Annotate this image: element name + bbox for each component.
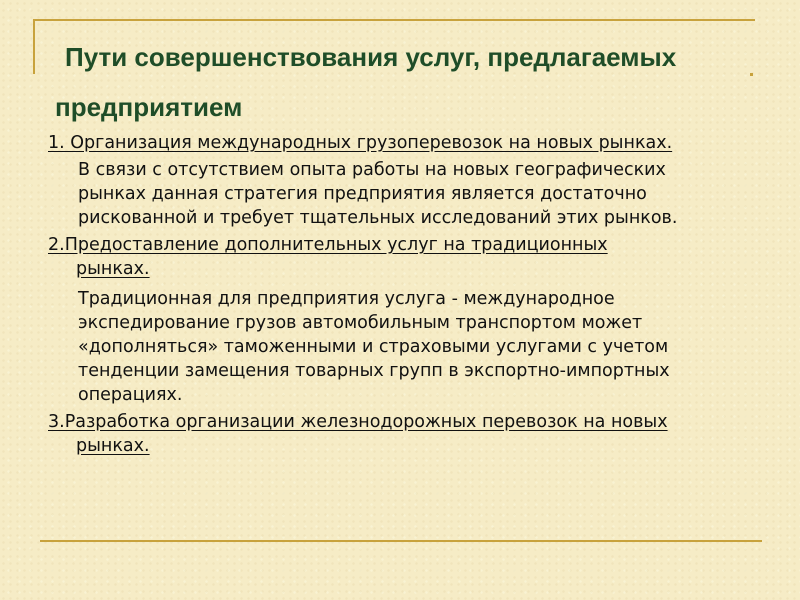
slide-title xyxy=(55,32,755,132)
item-2-paragraph-line: операциях. xyxy=(78,385,183,405)
item-2-paragraph-line: тенденции замещения товарных групп в экспортно-импортных xyxy=(78,361,670,381)
item-3-heading-line-1: 3.Разработка организации железнодорожных перевозок на новых xyxy=(48,412,668,432)
slide-content xyxy=(48,131,753,458)
item-2-paragraph-line: «дополняться» таможенными и страховыми услугами с учетом xyxy=(78,337,669,357)
item-2-paragraph-line: Традиционная для предприятия услуга - международное xyxy=(78,289,615,309)
item-3-heading-line-2: рынках. xyxy=(76,436,150,456)
item-2-heading-line-2: рынках. xyxy=(76,259,150,279)
item-3-heading xyxy=(48,410,753,458)
item-2-heading xyxy=(48,233,753,281)
item-1-paragraph-line: рискованной и требует тщательных исследований этих рынков. xyxy=(78,208,678,228)
item-1-paragraph-line: В связи с отсутствием опыта работы на новых географических xyxy=(78,160,666,180)
item-2-paragraph xyxy=(48,287,753,407)
item-2-heading-line-1: 2.Предоставление дополнительных услуг на традиционных xyxy=(48,235,608,255)
item-1-paragraph-line: рынках данная стратегия предприятия является достаточно xyxy=(78,184,647,204)
left-rule xyxy=(33,19,35,74)
slide-title-line-2: предприятием xyxy=(55,92,243,122)
top-rule xyxy=(33,19,755,21)
slide-title-line-1: Пути совершенствования услуг, предлагаемых xyxy=(65,42,677,72)
item-1-heading xyxy=(48,131,753,155)
item-1-heading-line-1: 1. Организация международных грузоперевозок на новых рынках. xyxy=(48,133,673,153)
item-2-paragraph-line: экспедирование грузов автомобильным транспортом может xyxy=(78,313,643,333)
bottom-rule xyxy=(40,540,762,542)
item-1-paragraph xyxy=(48,158,753,230)
